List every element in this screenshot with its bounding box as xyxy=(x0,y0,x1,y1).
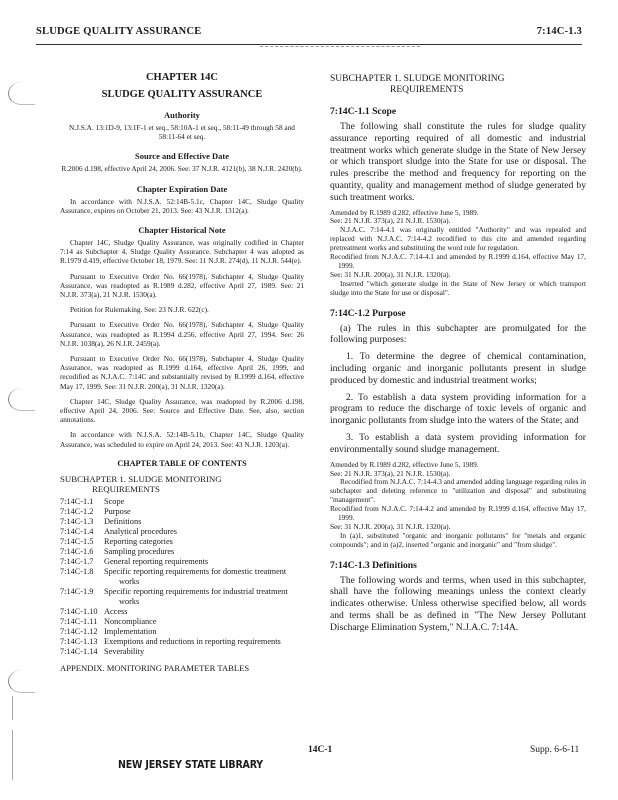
scope-annotations xyxy=(330,209,586,298)
toc-number: 7:14C-1.14 xyxy=(60,646,98,656)
toc-entry-title: Sampling procedures xyxy=(104,546,175,556)
toc-entry[interactable] xyxy=(60,647,304,657)
toc-entry[interactable] xyxy=(60,517,304,527)
page-number: 14C-1 xyxy=(308,745,333,755)
section-heading-definitions: 7:14C-1.3 Definitions xyxy=(330,559,417,571)
toc-subchapter xyxy=(60,474,304,494)
toc-appendix[interactable]: APPENDIX. MONITORING PARAMETER TABLES xyxy=(60,662,250,673)
chapter-title: SLUDGE QUALITY ASSURANCE xyxy=(101,89,263,100)
toc-entry-title: Purpose xyxy=(104,506,131,516)
toc-title: CHAPTER TABLE OF CONTENTS xyxy=(117,458,247,468)
toc-entry[interactable] xyxy=(60,587,304,607)
purpose-item: 1. To determine the degree of chemical contamination, including organic and inorganic pollutants present in sludge produced by domestic and industrial treatment works; xyxy=(330,351,586,386)
history-paragraph: Pursuant to Executive Order No. 66(1978), Subchapter 4, Sludge Quality Assurance, was readopted as R.1994 d.256, effective April 27, 1994. See: 26 N.J.R. 1038(a), 26 N.J.R. 2459(a). xyxy=(60,320,304,348)
annotation-line: In (a)1, substituted "organic and inorganic pollutants" for "metals and organic compounds"; and in (a)2, inserted "organic and inorganic" and "from sludge". xyxy=(330,530,586,549)
purpose-annotations xyxy=(330,461,586,550)
authority-heading: Authority xyxy=(164,110,200,120)
history-paragraph: Chapter 14C, Sludge Quality Assurance, was readopted by R.2006 d.198, effective April 24, 2006. See: Source and Effective Date. See, also, section annotations. xyxy=(60,396,304,425)
toc-number: 7:14C-1.6 xyxy=(60,546,94,556)
history-heading: Chapter Historical Note xyxy=(138,225,226,236)
toc-entry-title: Specific reporting requirements for domestic treatment xyxy=(104,566,287,576)
annotation-line: Inserted "which generate sludge in the State of New Jersey or which transport sludge into the State for use or disposal". xyxy=(330,278,586,297)
chapter-number: CHAPTER 14C xyxy=(145,72,219,83)
right-column xyxy=(330,52,586,639)
subchapter-title-line: REQUIREMENTS xyxy=(390,85,464,95)
expiration-text: In accordance with N.J.S.A. 52:14B-5.1c, Chapter 14C, Sludge Quality Assurance, expires on October 21, 2013. See: 43 N.J.R. 1312(a). xyxy=(60,196,304,215)
library-stamp: NEW JERSEY STATE LIBRARY xyxy=(118,758,263,771)
toc-entry[interactable] xyxy=(60,617,304,627)
punch-hole-mark xyxy=(8,82,35,105)
toc-number: 7:14C-1.4 xyxy=(60,526,94,536)
toc-subchapter-line: REQUIREMENTS xyxy=(92,483,160,494)
history-paragraph: Pursuant to Executive Order No. 66(1978), Subchapter 4, Sludge Quality Assurance, was readopted as R.1989 d.282, effective April 27, 1989. See: 21 N.J.R. 373(a), 21 N.J.R. 1530(a). xyxy=(60,271,304,300)
section-body-scope: The following shall constitute the rules for sludge quality assurance reporting required of all domestic and industrial treatment works which generate sludge in the State of New Jersey or which transport sludge into the State for use or disposal. The rules prescribe the method and frequency for reporting on the quantity, quality and management method of sludge generated by such treatment works. xyxy=(330,121,586,203)
toc-entry[interactable] xyxy=(60,507,304,517)
toc-number: 7:14C-1.11 xyxy=(60,616,98,626)
annotation-line: N.J.A.C. 7:14-4.1 was originally entitled "Authority" and was repealed and replaced with N.J.A.C. 7:14-4.2 recodified to this cite and amended regarding pretreatment works and substituting the word rule for regulation. xyxy=(330,225,586,253)
toc-entry[interactable] xyxy=(60,627,304,637)
section-heading-scope: 7:14C-1.1 Scope xyxy=(330,106,397,117)
toc-entry[interactable] xyxy=(60,547,304,557)
annotation-line: See: 21 N.J.R. 373(a), 21 N.J.R. 1530(a). xyxy=(330,468,451,478)
toc-number: 7:14C-1.9 xyxy=(60,586,94,596)
history-paragraph: In accordance with N.J.S.A. 52:14B-5.1b, Chapter 14C, Sludge Quality Assurance, was scheduled to expire on April 24, 2013. See: 43 N.J.R. 1203(a). xyxy=(60,430,304,449)
toc-entry-title: Scope xyxy=(104,496,125,506)
left-column xyxy=(60,52,304,673)
subchapter-title xyxy=(330,74,586,96)
toc-entry-title: General reporting requirements xyxy=(104,556,209,566)
annotation-line: Amended by R.1989 d.282, effective June 5, 1989. xyxy=(330,207,479,217)
toc-list xyxy=(60,497,304,657)
section-body-definitions: The following words and terms, when used in this subchapter, shall have the following meanings unless the context clearly indicates otherwise. Unless otherwise specified below, all words and terms shall be as defined in "The New Jersey Pollutant Discharge Elimination System," N.J.A.C. 7:14A. xyxy=(330,574,586,633)
source-text: R.2006 d.198, effective April 24, 2006. See: 37 N.J.R. 4121(b), 38 N.J.R. 2420(b). xyxy=(61,164,303,174)
purpose-item: 3. To establish a data system providing information for environmentally sound sludge management. xyxy=(330,432,586,455)
toc-number: 7:14C-1.10 xyxy=(60,606,98,616)
punch-hole-mark xyxy=(8,388,35,411)
toc-number: 7:14C-1.13 xyxy=(60,636,98,646)
toc-entry[interactable] xyxy=(60,497,304,507)
toc-entry-title: Access xyxy=(104,606,128,616)
header-rule-dashed xyxy=(260,46,420,47)
toc-entry[interactable] xyxy=(60,557,304,567)
toc-entry[interactable] xyxy=(60,637,304,647)
annotation-line: Amended by R.1989 d.282, effective June 5, 1989. xyxy=(330,459,479,469)
binder-line xyxy=(12,696,13,720)
toc-entry-title: Severability xyxy=(104,646,145,656)
toc-entry[interactable] xyxy=(60,607,304,617)
binder-line xyxy=(12,730,13,780)
annotation-line: See: 31 N.J.R. 200(a), 31 N.J.R. 1320(a). xyxy=(330,521,451,531)
toc-entry-title: Analytical procedures xyxy=(104,526,178,536)
toc-number: 7:14C-1.7 xyxy=(60,556,94,566)
header-section: 7:14C-1.3 xyxy=(536,26,582,37)
annotation-line: Recodified from N.J.A.C. 7:14-4.3 and amended adding language regarding rules in subchapter and deleting reference to "utilization and disposal" and substituting "management". xyxy=(330,477,586,505)
annotation-line: Recodified from N.J.A.C. 7:14-4.1 and amended by R.1999 d.164, effective May 17, 1999. xyxy=(330,252,586,271)
toc-entry-title: Definitions xyxy=(104,516,142,526)
source-heading: Source and Effective Date xyxy=(134,151,230,162)
toc-entry-title: Exemptions and reductions in reporting requirements xyxy=(104,636,281,646)
history-paragraph: Chapter 14C, Sludge Quality Assurance, was originally codified in Chapter 7:14 as Subchapter 4, Sludge Quality Assurance. Subchapter 4 was adopted as R.1979 d.419, effective October 18, 1979. See: 11 N.J.R. 274(d), 11 N.J.R. 544(e). xyxy=(60,238,304,266)
authority-text: N.J.S.A. 13:1D-9, 13:1F-1 et seq., 58:10A-1 et seq., 58:11-49 through 58 and 58:11-64 et seq. xyxy=(69,123,295,142)
header-rule xyxy=(36,44,582,45)
toc-entry-continued: works xyxy=(119,576,140,586)
toc-number: 7:14C-1.3 xyxy=(60,516,94,526)
supplement-date: Supp. 6-6-11 xyxy=(530,745,580,755)
history-paragraph: Pursuant to Executive Order No. 66(1978), Subchapter 4, Sludge Quality Assurance, was readopted as R.1999 d.164, effective April 26, 1999, and recodified as N.J.A.C. 7:14C and substantially revised by R.1999 d.164, effective May 17, 1999. See: 31 N.J.R. 200(a), 31 N.J.R. 1320(a). xyxy=(60,354,304,391)
running-header xyxy=(36,26,582,40)
toc-entry-continued: works xyxy=(119,596,140,606)
header-title: SLUDGE QUALITY ASSURANCE xyxy=(36,26,202,37)
toc-subchapter-line: SUBCHAPTER 1. SLUDGE MONITORING xyxy=(60,473,222,484)
expiration-heading: Chapter Expiration Date xyxy=(136,183,228,194)
purpose-item: 2. To establish a data system providing information for a program to reduce the discharge of toxic levels of organic and inorganic pollutants from sludge into the waters of the State; and xyxy=(330,391,586,427)
toc-entry[interactable] xyxy=(60,537,304,547)
annotation-line: See: 31 N.J.R. 200(a), 31 N.J.R. 1320(a). xyxy=(330,269,451,279)
toc-number: 7:14C-1.2 xyxy=(60,506,94,516)
punch-hole-mark xyxy=(8,670,35,693)
subchapter-title-line: SUBCHAPTER 1. SLUDGE MONITORING xyxy=(330,74,505,84)
annotation-line: Recodified from N.J.A.C. 7:14-4.2 and amended by R.1999 d.164, effective May 17, 1999. xyxy=(330,504,586,523)
toc-entry[interactable] xyxy=(60,567,304,587)
toc-number: 7:14C-1.8 xyxy=(60,566,94,576)
toc-entry-title: Specific reporting requirements for industrial treatment xyxy=(104,586,288,596)
toc-number: 7:14C-1.5 xyxy=(60,536,94,546)
annotation-line: See: 21 N.J.R. 373(a), 21 N.J.R. 1530(a). xyxy=(330,216,451,226)
history-paragraph: Petition for Rulemaking. See: 23 N.J.R. 622(c). xyxy=(70,305,209,315)
purpose-intro: (a) The rules in this subchapter are promulgated for the following purposes: xyxy=(330,322,586,346)
section-heading-purpose: 7:14C-1.2 Purpose xyxy=(330,307,406,319)
toc-number: 7:14C-1.1 xyxy=(60,496,94,506)
toc-entry-title: Noncompliance xyxy=(104,616,157,626)
toc-entry-title: Reporting categories xyxy=(104,536,173,546)
toc-entry-title: Implementation xyxy=(104,626,157,636)
toc-number: 7:14C-1.12 xyxy=(60,626,98,636)
toc-entry[interactable] xyxy=(60,527,304,537)
